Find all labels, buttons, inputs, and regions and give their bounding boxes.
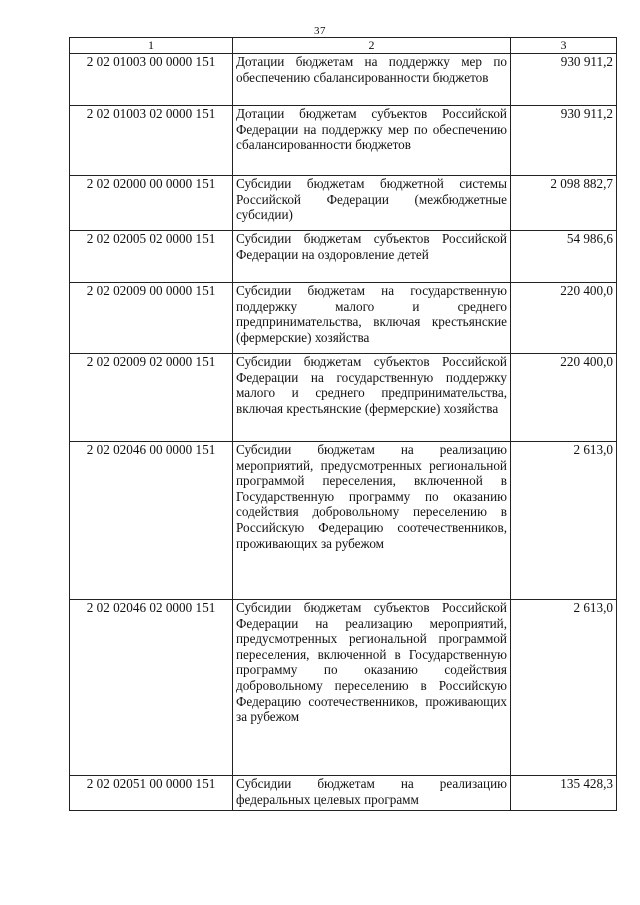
- row-amount: 220 400,0: [511, 354, 617, 442]
- row-description: Дотации бюджетам на поддержку мер по обеспечению сбалансированности бюджетов: [233, 54, 511, 106]
- row-code: 2 02 01003 00 0000 151: [70, 54, 233, 106]
- row-amount: 2 613,0: [511, 442, 617, 600]
- row-amount: 220 400,0: [511, 283, 617, 354]
- row-amount: 135 428,3: [511, 776, 617, 811]
- row-code: 2 02 02009 00 0000 151: [70, 283, 233, 354]
- table-row: [70, 231, 617, 283]
- row-code: 2 02 01003 02 0000 151: [70, 106, 233, 176]
- row-amount: 930 911,2: [511, 54, 617, 106]
- page-number: 37: [314, 25, 326, 37]
- table-row: [70, 600, 617, 776]
- table-header-row: [70, 38, 617, 54]
- row-description: Субсидии бюджетам на государственную поддержку малого и среднего предпринимательства, включая крестьянские (фермерские) хозяйства: [233, 283, 511, 354]
- table-row: [70, 776, 617, 811]
- budget-revenue-table: [69, 37, 617, 811]
- row-description: Субсидии бюджетам бюджетной системы Российской Федерации (межбюджетные субсидии): [233, 176, 511, 231]
- table-row: [70, 442, 617, 600]
- row-description: Субсидии бюджетам на реализацию мероприятий, предусмотренных региональной программой переселения, включенной в Государственную программу по оказанию содействия добровольному переселению в Российскую Федерацию соотечественников, проживающих за рубежом: [233, 442, 511, 600]
- row-description: Дотации бюджетам субъектов Российской Федерации на поддержку мер по обеспечению сбалансированности бюджетов: [233, 106, 511, 176]
- row-amount: 2 098 882,7: [511, 176, 617, 231]
- row-amount: 930 911,2: [511, 106, 617, 176]
- table-row: [70, 176, 617, 231]
- header-col-code: 1: [70, 38, 233, 54]
- table-row: [70, 106, 617, 176]
- row-description: Субсидии бюджетам на реализацию федеральных целевых программ: [233, 776, 511, 811]
- row-code: 2 02 02009 02 0000 151: [70, 354, 233, 442]
- row-code: 2 02 02000 00 0000 151: [70, 176, 233, 231]
- row-amount: 2 613,0: [511, 600, 617, 776]
- row-code: 2 02 02005 02 0000 151: [70, 231, 233, 283]
- table-row: [70, 283, 617, 354]
- row-description: Субсидии бюджетам субъектов Российской Федерации на реализацию мероприятий, предусмотренных региональной программой переселения, включенной в Государственную программу по оказанию содействия добровольному переселению в Российскую Федерацию соотечественников, проживающих за рубежом: [233, 600, 511, 776]
- header-col-description: 2: [233, 38, 511, 54]
- row-code: 2 02 02046 00 0000 151: [70, 442, 233, 600]
- table-row: [70, 354, 617, 442]
- header-col-amount: 3: [511, 38, 617, 54]
- row-amount: 54 986,6: [511, 231, 617, 283]
- row-code: 2 02 02046 02 0000 151: [70, 600, 233, 776]
- table-row: [70, 54, 617, 106]
- row-description: Субсидии бюджетам субъектов Российской Федерации на государственную поддержку малого и среднего предпринимательства, включая крестьянские (фермерские) хозяйства: [233, 354, 511, 442]
- row-code: 2 02 02051 00 0000 151: [70, 776, 233, 811]
- row-description: Субсидии бюджетам субъектов Российской Федерации на оздоровление детей: [233, 231, 511, 283]
